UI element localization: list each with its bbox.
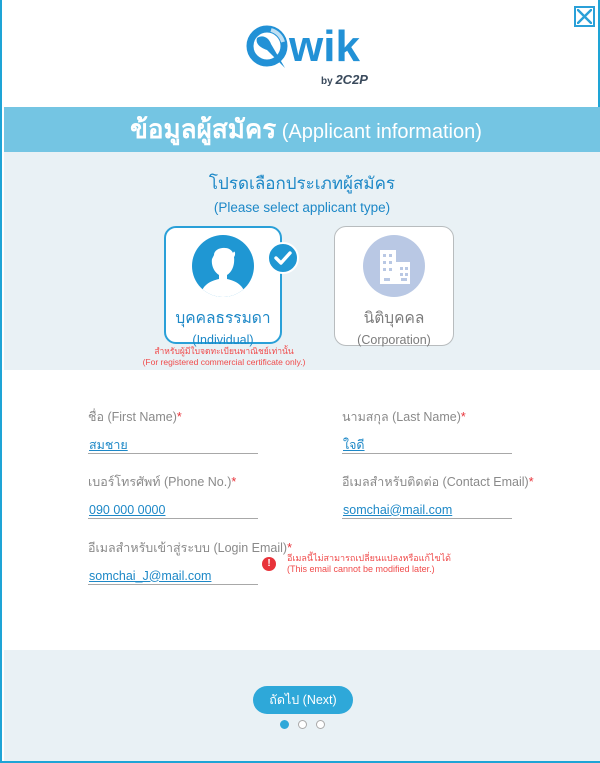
close-icon	[577, 9, 592, 24]
footer	[4, 650, 600, 761]
step-dot-1[interactable]	[280, 720, 289, 729]
login-email-input[interactable]	[88, 567, 258, 585]
person-icon	[192, 235, 254, 297]
individual-label-th: บุคคลธรรมดา	[175, 310, 271, 327]
q-logo-icon	[245, 24, 291, 74]
login-email-label: อีเมลสำหรับเข้าสู่ระบบ (Login Email)*	[88, 541, 292, 555]
last-name-field	[342, 407, 512, 454]
step-dot-2[interactable]	[298, 720, 307, 729]
step-dot-3[interactable]	[316, 720, 325, 729]
first-name-field	[88, 407, 258, 454]
applicant-type-individual[interactable]	[164, 226, 282, 347]
applicant-type-heading: โปรดเลือกประเภทผู้สมัคร (Please select applicant type)	[208, 174, 396, 215]
applicant-type-corporation[interactable]	[334, 226, 454, 346]
contact-email-input[interactable]	[342, 501, 512, 519]
login-email-note: อีเมลนี้ไม่สามารถเปลี่ยนแปลงหรือแก้ไขได้ (This email cannot be modified later.)	[287, 553, 451, 574]
phone-input[interactable]	[88, 501, 258, 519]
page-banner	[4, 107, 600, 152]
contact-email-label: อีเมลสำหรับติดต่อ (Contact Email)*	[342, 475, 534, 489]
close-button[interactable]	[574, 6, 595, 27]
qwik-logo	[245, 20, 375, 90]
corporation-label-en: (Corporation)	[357, 333, 431, 347]
building-icon	[363, 235, 425, 297]
phone-field	[88, 472, 258, 519]
last-name-label: นามสกุล (Last Name)*	[342, 410, 466, 424]
contact-email-field	[342, 472, 534, 519]
individual-label-en: (Individual)	[192, 333, 254, 347]
selected-check-icon	[267, 242, 299, 274]
page-title: ข้อมูลผู้สมัคร (Applicant information)	[130, 114, 482, 144]
first-name-label: ชื่อ (First Name)*	[88, 410, 182, 424]
individual-note: สำหรับผู้มีใบจดทะเบียนพาณิชย์เท่านั้น (For registered commercial certificate only.)	[142, 346, 306, 367]
applicant-type-section	[4, 152, 600, 370]
applicant-form	[4, 370, 600, 650]
logo-byline: by 2C2P	[321, 72, 368, 87]
last-name-input[interactable]	[342, 436, 512, 454]
logo-wordmark: wik	[289, 22, 360, 71]
step-pager	[280, 720, 325, 729]
phone-label: เบอร์โทรศัพท์ (Phone No.)*	[88, 475, 237, 489]
info-alert-icon: !	[262, 557, 276, 571]
first-name-input[interactable]	[88, 436, 258, 454]
next-button[interactable]: ถัดไป (Next)	[253, 686, 353, 714]
corporation-label-th: นิติบุคคล	[363, 310, 425, 327]
